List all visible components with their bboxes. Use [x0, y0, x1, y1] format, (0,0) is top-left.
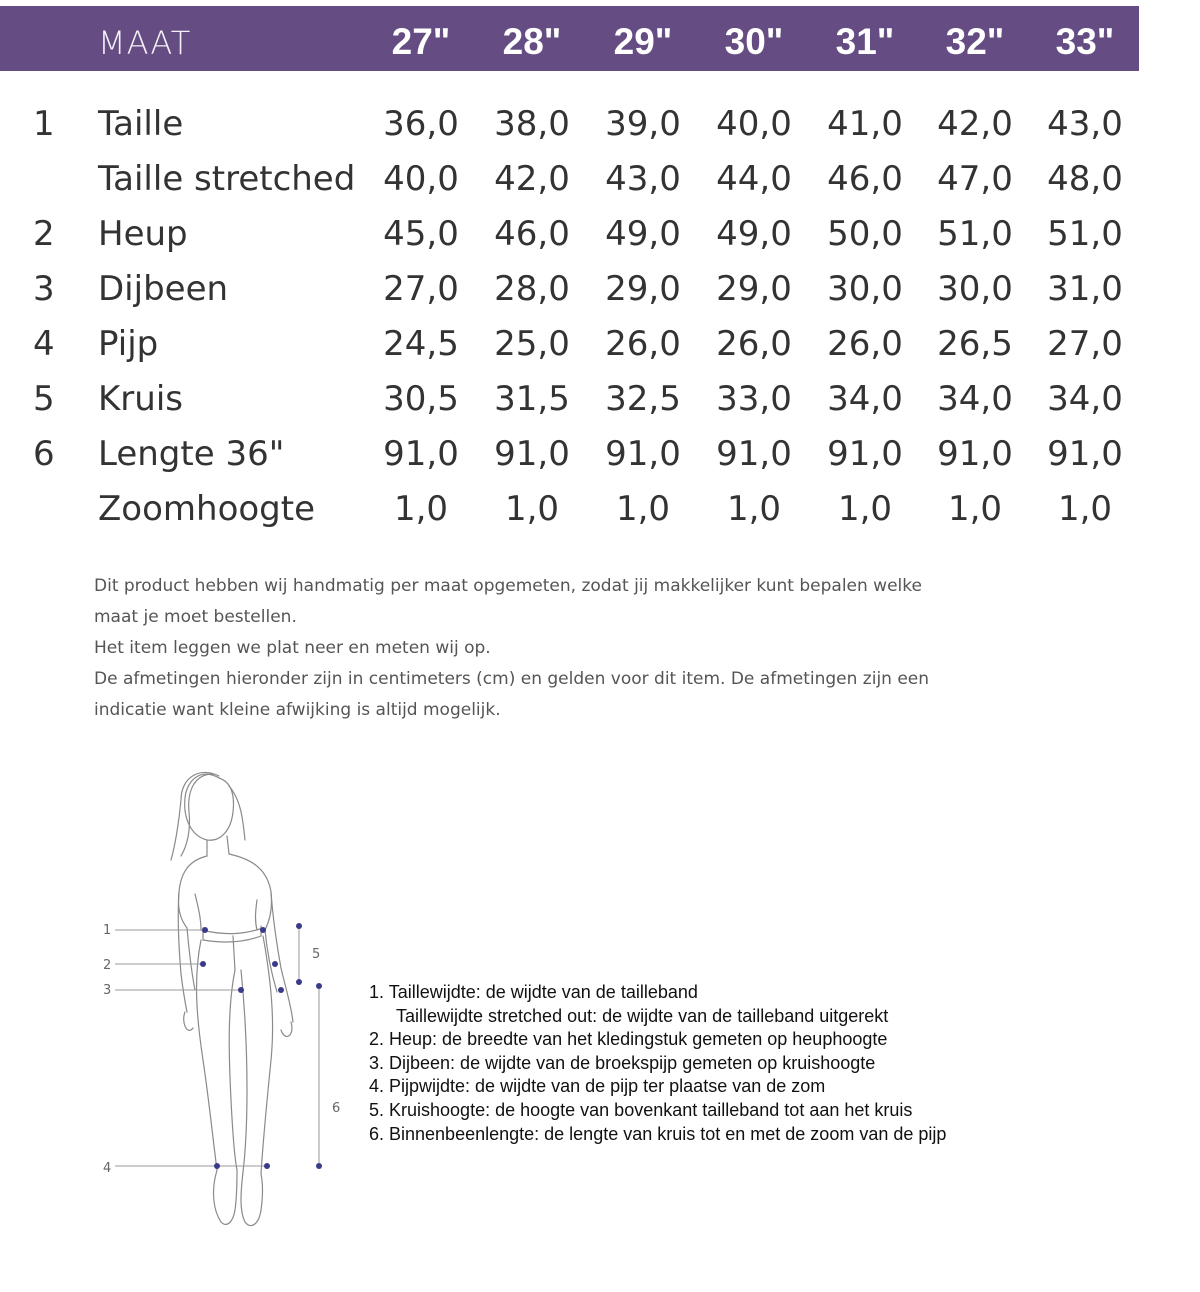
table-row	[0, 104, 1200, 159]
table-cell: 34,0	[937, 379, 1013, 419]
marker-label-3: 3	[103, 983, 112, 998]
table-cell: 1,0	[504, 489, 560, 529]
table-cell: 41,0	[827, 104, 903, 144]
measurement-guides	[115, 926, 319, 1166]
table-cell: 29,0	[605, 269, 681, 309]
table-cell: 44,0	[716, 159, 792, 199]
table-cell: 26,0	[605, 324, 681, 364]
marker-label-6: 6	[332, 1101, 341, 1116]
table-row	[0, 214, 1200, 269]
header-size-31: 31"	[835, 21, 895, 62]
table-cell: 34,0	[1047, 379, 1123, 419]
table-cell: 1,0	[615, 489, 671, 529]
table-cell: 91,0	[1047, 434, 1123, 474]
header-size-30: 30"	[724, 21, 784, 62]
table-row	[0, 434, 1200, 489]
measurement-figure	[95, 760, 355, 1240]
row-number: 2	[33, 214, 55, 254]
row-label: Heup	[98, 214, 188, 254]
table-cell: 28,0	[494, 269, 570, 309]
table-cell: 49,0	[716, 214, 792, 254]
marker-labels	[103, 923, 340, 1176]
table-row	[0, 159, 1200, 214]
header-size-29: 29"	[613, 21, 673, 62]
table-row	[0, 269, 1200, 324]
table-cell: 91,0	[827, 434, 903, 474]
table-cell: 91,0	[937, 434, 1013, 474]
table-cell: 26,0	[716, 324, 792, 364]
table-cell: 36,0	[383, 104, 459, 144]
marker-label-1: 1	[103, 923, 112, 938]
size-table-header	[0, 6, 1139, 71]
row-number: 6	[33, 434, 55, 474]
table-cell: 50,0	[827, 214, 903, 254]
table-cell: 1,0	[393, 489, 449, 529]
legend-item: 5. Kruishoogte: de hoogte van bovenkant tailleband tot aan het kruis	[369, 1099, 913, 1120]
marker-label-2: 2	[103, 958, 112, 973]
measurement-legend	[369, 981, 946, 1146]
legend-item: 6. Binnenbeenlengte: de lengte van kruis tot en met de zoom van de pijp	[369, 1123, 947, 1144]
row-label: Taille stretched	[98, 159, 356, 199]
legend-item: Taillewijdte stretched out: de wijdte van de tailleband uitgerekt	[396, 1005, 889, 1026]
table-cell: 45,0	[383, 214, 459, 254]
marker-label-4: 4	[103, 1161, 112, 1176]
header-size-33: 33"	[1055, 21, 1115, 62]
intro-line: Dit product hebben wij handmatig per maat opgemeten, zodat jij makkelijker kunt bepalen welke	[94, 576, 922, 596]
table-cell: 91,0	[716, 434, 792, 474]
table-row	[0, 324, 1200, 379]
intro-line: maat je moet bestellen.	[94, 607, 297, 627]
legend-item: 3. Dijbeen: de wijdte van de broekspijp gemeten op kruishoogte	[369, 1052, 876, 1073]
measurement-markers	[200, 923, 322, 1169]
row-label: Lengte 36"	[98, 434, 285, 474]
table-cell: 1,0	[837, 489, 893, 529]
table-cell: 1,0	[1057, 489, 1113, 529]
table-cell: 1,0	[726, 489, 782, 529]
table-cell: 25,0	[494, 324, 570, 364]
table-cell: 1,0	[947, 489, 1003, 529]
intro-line: De afmetingen hieronder zijn in centimeters (cm) en gelden voor dit item. De afmetingen zijn een	[94, 669, 930, 689]
table-cell: 91,0	[605, 434, 681, 474]
header-size-27: 27"	[391, 21, 451, 62]
table-cell: 39,0	[605, 104, 681, 144]
table-cell: 33,0	[716, 379, 792, 419]
table-cell: 48,0	[1047, 159, 1123, 199]
table-cell: 32,5	[605, 379, 681, 419]
table-cell: 51,0	[1047, 214, 1123, 254]
intro-line: indicatie want kleine afwijking is altijd mogelijk.	[94, 700, 501, 720]
table-cell: 30,5	[383, 379, 459, 419]
table-cell: 43,0	[605, 159, 681, 199]
table-cell: 42,0	[494, 159, 570, 199]
table-cell: 51,0	[937, 214, 1013, 254]
header-size-32: 32"	[945, 21, 1005, 62]
row-label: Zoomhoogte	[98, 489, 315, 529]
table-cell: 42,0	[937, 104, 1013, 144]
row-label: Pijp	[98, 324, 159, 364]
table-cell: 31,5	[494, 379, 570, 419]
legend-item: 4. Pijpwijdte: de wijdte van de pijp ter plaatse van de zom	[369, 1076, 826, 1097]
table-cell: 26,0	[827, 324, 903, 364]
intro-text	[94, 571, 954, 726]
legend-item: 1. Taillewijdte: de wijdte van de tailleband	[369, 982, 698, 1002]
table-cell: 40,0	[716, 104, 792, 144]
row-label: Dijbeen	[98, 269, 229, 309]
table-cell: 31,0	[1047, 269, 1123, 309]
intro-line: Het item leggen we plat neer en meten wij op.	[94, 638, 491, 658]
table-cell: 91,0	[494, 434, 570, 474]
figure-outline	[171, 772, 293, 1225]
table-cell: 47,0	[937, 159, 1013, 199]
row-label: Kruis	[98, 379, 183, 419]
header-size-28: 28"	[502, 21, 562, 62]
table-row	[0, 379, 1200, 434]
table-cell: 26,5	[937, 324, 1013, 364]
row-number: 5	[33, 379, 55, 419]
table-cell: 27,0	[383, 269, 459, 309]
table-cell: 43,0	[1047, 104, 1123, 144]
table-cell: 29,0	[716, 269, 792, 309]
row-number: 4	[33, 324, 55, 364]
row-label: Taille	[98, 104, 184, 144]
table-row	[0, 489, 1200, 544]
table-cell: 49,0	[605, 214, 681, 254]
table-cell: 46,0	[827, 159, 903, 199]
table-cell: 27,0	[1047, 324, 1123, 364]
header-maat-label: MAAT	[98, 24, 192, 62]
row-number: 1	[33, 104, 55, 144]
table-cell: 34,0	[827, 379, 903, 419]
table-cell: 91,0	[383, 434, 459, 474]
marker-label-5: 5	[312, 947, 321, 962]
table-cell: 38,0	[494, 104, 570, 144]
table-cell: 46,0	[494, 214, 570, 254]
legend-item: 2. Heup: de breedte van het kledingstuk gemeten op heuphoogte	[369, 1029, 888, 1050]
table-cell: 24,5	[383, 324, 459, 364]
table-cell: 30,0	[827, 269, 903, 309]
table-cell: 30,0	[937, 269, 1013, 309]
row-number: 3	[33, 269, 55, 309]
table-cell: 40,0	[383, 159, 459, 199]
